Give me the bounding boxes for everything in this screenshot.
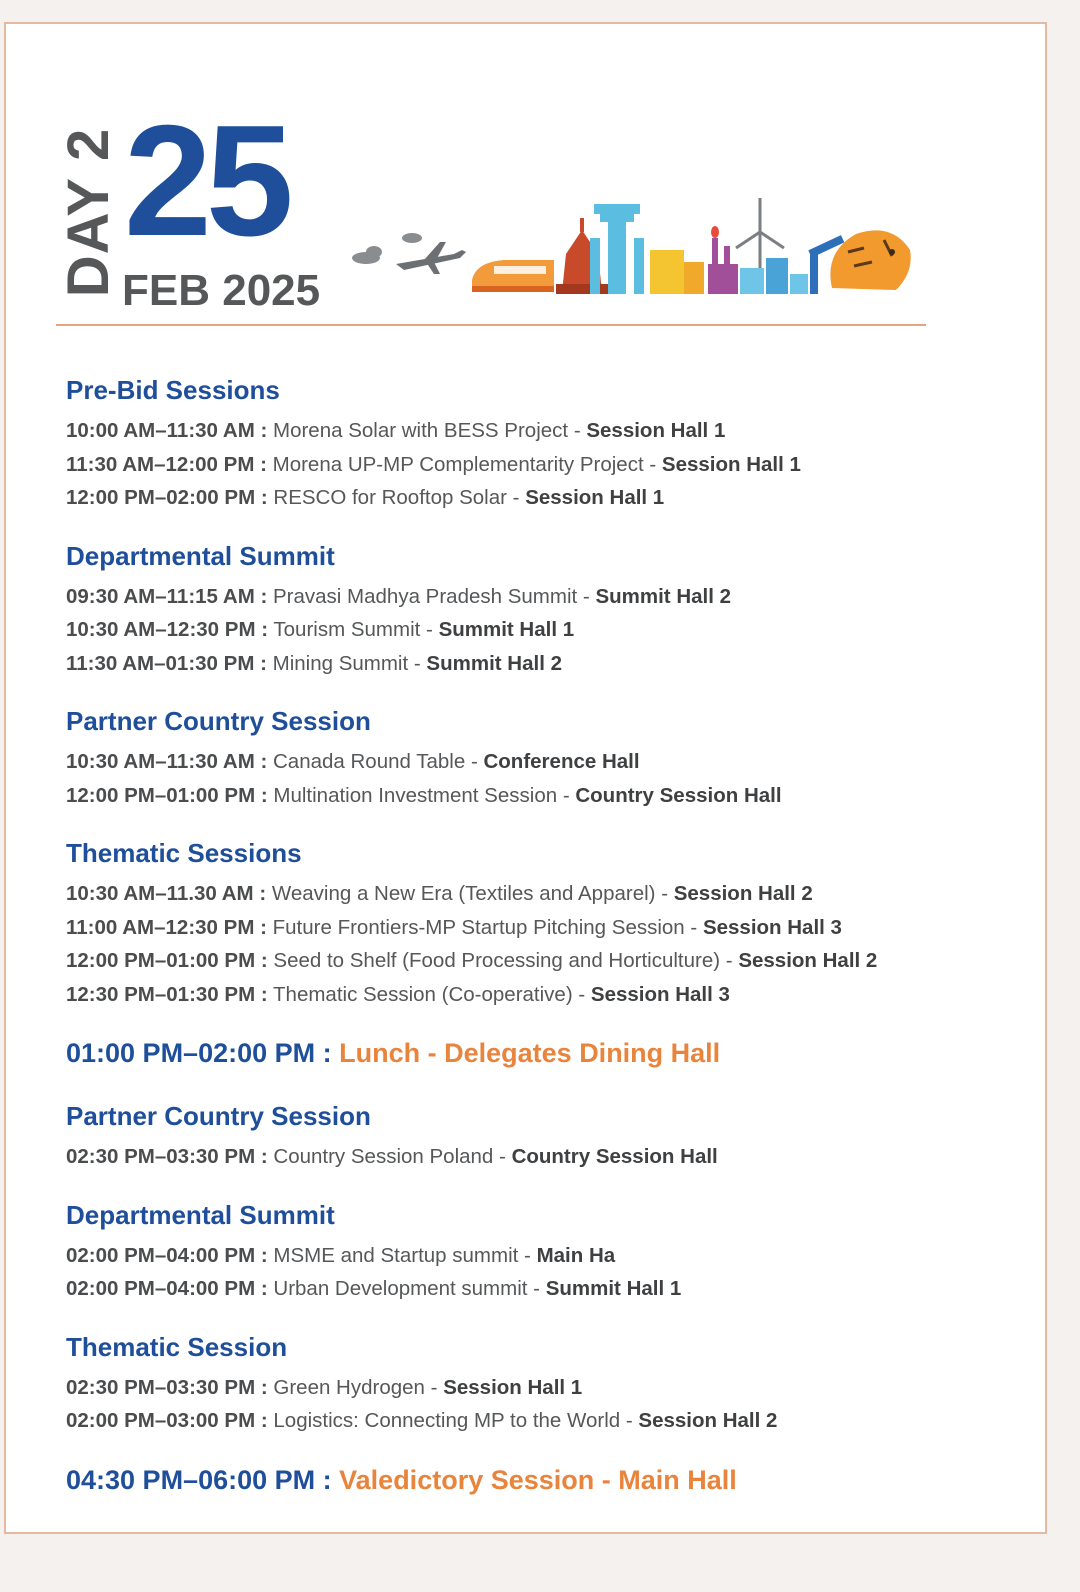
schedule-row [66, 613, 1026, 647]
separator: - [578, 982, 586, 1006]
session-name: MSME and Startup summit [273, 1243, 519, 1267]
session-venue: Session Hall 1 [525, 486, 665, 509]
schedule-row [66, 580, 1026, 614]
session-time: 12:00 PM–01:00 PM : [66, 949, 268, 972]
session-time: 10:30 AM–11.30 AM : [66, 882, 267, 905]
session-time: 02:30 PM–03:30 PM : [66, 1375, 268, 1399]
session-venue: Session Hall 1 [586, 419, 726, 442]
separator: - [524, 1243, 531, 1267]
session-venue: Summit Hall 1 [438, 618, 575, 641]
schedule-section [66, 837, 1026, 1011]
section-title: Departmental Summit [66, 1199, 335, 1230]
section-title: Partner Country Session [66, 706, 371, 736]
separator: - [649, 452, 657, 476]
session-venue: Session Hall 2 [738, 949, 878, 972]
valedictory-session [66, 1463, 1026, 1497]
section-title: Departmental Summit [66, 540, 335, 571]
session-venue: Session Hall 2 [673, 882, 813, 905]
schedule-row [66, 877, 1026, 911]
schedule-section [66, 374, 1026, 515]
header [6, 24, 1045, 334]
session-name: Morena UP-MP Complementarity Project [272, 452, 644, 476]
schedule-section [66, 705, 1026, 812]
schedule-section [66, 1199, 1026, 1306]
session-time: 11:00 AM–12:30 PM : [66, 915, 267, 939]
session-name: Pravasi Madhya Pradesh Summit [273, 584, 578, 608]
session-venue: Session Hall 2 [638, 1409, 778, 1432]
session-time: 11:30 AM–12:00 PM : [66, 452, 267, 476]
session-name: Urban Development summit [273, 1277, 528, 1300]
separator: - [533, 1277, 540, 1300]
session-time: 09:30 AM–11:15 AM : [66, 584, 268, 608]
schedule-row [66, 779, 1026, 813]
session-name: Country Session Poland [273, 1145, 494, 1168]
lunch-break-time: 01:00 PM–02:00 PM : [66, 1038, 332, 1068]
session-venue: Session Hall 3 [702, 915, 842, 939]
valedictory-session-label: Valedictory Session - Main Hall [339, 1464, 737, 1495]
header-divider [56, 324, 926, 326]
separator: - [426, 618, 433, 641]
section-title: Partner Country Session [66, 1101, 371, 1131]
session-name: Green Hydrogen [273, 1375, 425, 1399]
session-name: Canada Round Table [273, 750, 466, 773]
session-name: Morena Solar with BESS Project [273, 419, 569, 442]
section-title: Thematic Sessions [66, 838, 302, 868]
session-venue: Session Hall 1 [443, 1375, 583, 1399]
section-title: Thematic Session [66, 1331, 288, 1362]
session-venue: Session Hall 3 [590, 982, 730, 1006]
schedule-card [4, 22, 1047, 1534]
session-time: 11:30 AM–01:30 PM : [66, 651, 267, 675]
separator: - [582, 584, 590, 608]
separator: - [470, 750, 478, 773]
schedule-row [66, 1272, 1026, 1306]
lunch-break [66, 1036, 1026, 1070]
schedule-section [66, 540, 1026, 681]
schedule-row [66, 448, 1026, 482]
separator: - [661, 882, 669, 905]
session-name: RESCO for Rooftop Solar [273, 486, 507, 509]
day-text: DAY 2 [56, 127, 122, 297]
session-time: 02:00 PM–04:00 PM : [66, 1243, 268, 1267]
session-name: Multination Investment Session [273, 783, 558, 807]
section-title: Pre-Bid Sessions [66, 375, 280, 405]
schedule-row [66, 414, 1026, 448]
schedule-row [66, 1140, 1026, 1174]
schedule-row [66, 944, 1026, 978]
month-year: FEB 2025 [122, 266, 321, 315]
session-time: 10:30 AM–12:30 PM : [66, 618, 269, 641]
schedule-row [66, 1239, 1026, 1273]
schedule-row [66, 647, 1026, 681]
schedule-row [66, 1404, 1026, 1438]
session-time: 10:30 AM–11:30 AM : [66, 750, 268, 773]
schedule-row [66, 1371, 1026, 1405]
schedule-section [66, 1100, 1026, 1174]
date-number: 25 [124, 93, 288, 269]
session-name: Logistics: Connecting MP to the World [273, 1409, 621, 1432]
session-venue: Country Session Hall [575, 783, 782, 807]
schedule-row [66, 481, 1026, 515]
separator: - [573, 419, 581, 442]
session-name: Seed to Shelf (Food Processing and Horticulture) [273, 949, 721, 972]
lunch-break-label: Lunch - Delegates Dining Hall [339, 1038, 721, 1068]
separator: - [725, 949, 733, 972]
schedule-row [66, 911, 1026, 945]
separator: - [512, 486, 520, 509]
session-time: 12:00 PM–01:00 PM : [66, 783, 268, 807]
day-label [58, 112, 120, 312]
separator: - [413, 651, 421, 675]
session-name: Future Frontiers-MP Startup Pitching Session [272, 915, 685, 939]
session-time: 02:00 PM–04:00 PM : [66, 1277, 268, 1300]
separator: - [562, 783, 570, 807]
session-name: Tourism Summit [273, 618, 421, 641]
session-venue: Summit Hall 2 [595, 584, 732, 608]
session-name: Mining Summit [272, 651, 409, 675]
session-venue: Country Session Hall [511, 1145, 718, 1168]
session-venue: Session Hall 1 [661, 452, 801, 476]
session-venue: Summit Hall 1 [545, 1277, 682, 1300]
schedule-content [66, 374, 1026, 1527]
session-venue: Main Ha [536, 1243, 616, 1267]
session-venue: Conference Hall [483, 750, 640, 773]
separator: - [499, 1145, 506, 1168]
valedictory-session-time: 04:30 PM–06:00 PM : [66, 1464, 332, 1495]
separator: - [625, 1409, 633, 1432]
schedule-section [66, 1331, 1026, 1438]
separator: - [690, 915, 698, 939]
separator: - [430, 1375, 438, 1399]
session-time: 02:30 PM–03:30 PM : [66, 1145, 268, 1168]
session-name: Weaving a New Era (Textiles and Apparel) [271, 882, 656, 905]
session-time: 02:00 PM–03:00 PM : [66, 1409, 268, 1432]
session-time: 12:30 PM–01:30 PM : [66, 982, 268, 1006]
schedule-row [66, 978, 1026, 1012]
session-time: 10:00 AM–11:30 AM : [66, 419, 268, 442]
session-name: Thematic Session (Co-operative) [273, 982, 573, 1006]
skyline-illustration-icon [344, 192, 914, 312]
session-time: 12:00 PM–02:00 PM : [66, 486, 268, 509]
schedule-row [66, 745, 1026, 779]
session-venue: Summit Hall 2 [426, 651, 562, 675]
